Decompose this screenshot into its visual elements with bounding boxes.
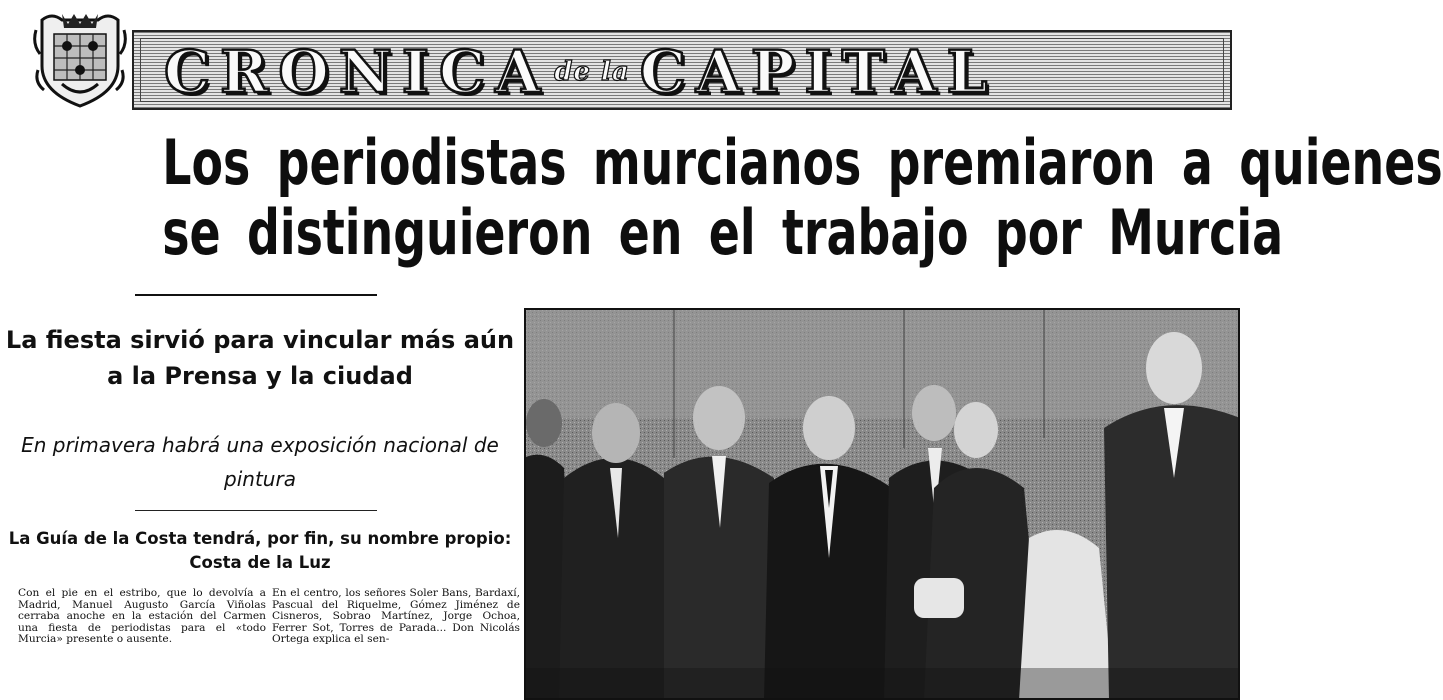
masthead-word-capital: CAPITAL [639, 38, 998, 106]
subheadline-costa: La Guía de la Costa tendrá, por fin, su nombre propio: Costa de la Luz [8, 529, 512, 572]
masthead-banner [132, 30, 1232, 110]
subheadline-exposicion: En primavera habrá una exposición nacional de pintura [21, 433, 499, 491]
coat-of-arms-icon [32, 10, 128, 108]
masthead-word-cronica: CRONICA [164, 38, 551, 106]
divider-rule [135, 294, 377, 296]
article-column-1: Con el pie en el estribo, que lo devolvía a Madrid, Manuel Augusto García Viñolas cerraba anoche en la estación del Carmen una fiesta de periodistas para el «todo Murcia» presente o ausente. [18, 587, 266, 646]
article-column-2: En el centro, los señores Soler Bans, Bardaxí, Pascual del Riquelme, Gómez Jiménez de Cisneros, Sobrao Martínez, Jorge Ochoa, Ferrer Sot, Torres de Parada... Don Nicolás Ortega explica el sen- [272, 587, 520, 646]
headline-line-2: se distinguieron en el trabajo por Murcia [162, 196, 1284, 269]
masthead-title [164, 37, 997, 107]
masthead [32, 10, 1244, 110]
headline-line-1: Los periodistas murcianos premiaron a quienes [162, 126, 1443, 199]
divider-rule-small [135, 510, 377, 511]
group-photo-image [524, 308, 1240, 700]
headline [162, 126, 1443, 269]
subheadline-fiesta: La fiesta sirvió para vincular más aún a la Prensa y la ciudad [5, 326, 515, 390]
masthead-word-de-la: de la [554, 57, 630, 87]
